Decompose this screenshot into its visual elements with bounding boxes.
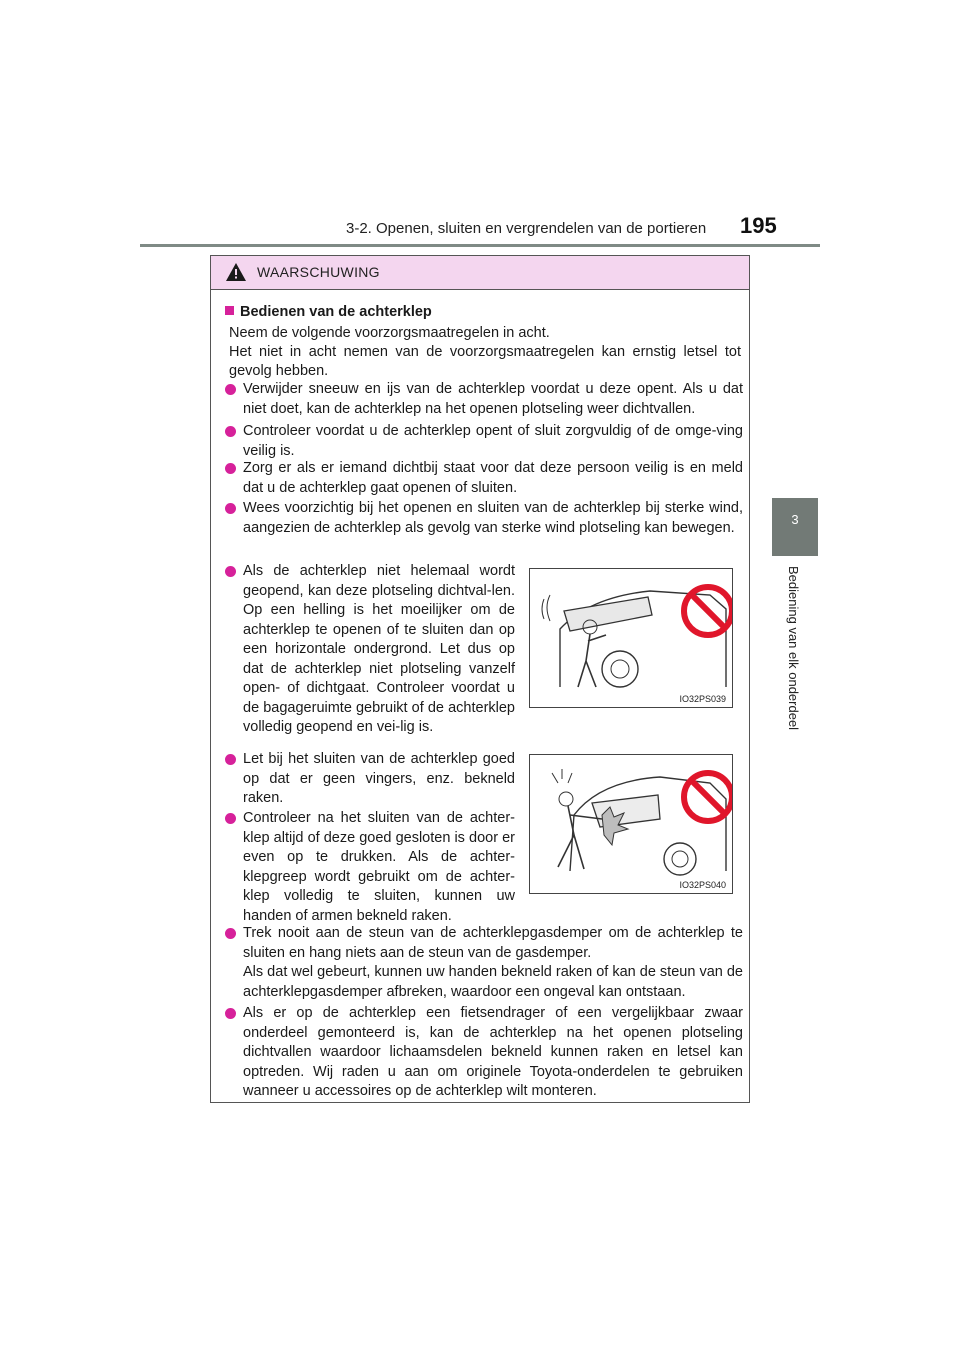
car-tailgate-drawing: [530, 569, 732, 707]
chapter-tab: [772, 498, 818, 556]
chapter-number: 3: [791, 512, 799, 527]
warning-box: [210, 255, 750, 1103]
bullet-dot-icon: [225, 384, 236, 395]
bullet-item: [225, 459, 743, 498]
bullet-text: Verwijder sneeuw en ijs van de achterklep voordat u deze opent. Als u dat niet doet, kan de achterklep na het openen plotseling weer dichtvallen.: [243, 381, 743, 417]
bullet-text: Let bij het sluiten van de achterklep goed op dat er geen vingers, enz. bekneld raken.: [243, 751, 515, 806]
section-heading-text: Bedienen van de achterklep: [240, 304, 432, 320]
illustration-code: IO32PS040: [679, 880, 726, 890]
bullet-dot-icon: [225, 813, 236, 824]
bullet-item: [225, 924, 743, 1002]
warning-triangle-icon: [225, 262, 247, 282]
bullet-dot-icon: [225, 426, 236, 437]
bullet-text: Als de achterklep niet helemaal wordt geopend, kan deze plotseling dichtval-len. Op een helling is het moeilijker om de achterklep te openen of te sluiten dan op een horizontale ondergrond. Let dus op dat de achterklep niet plotseling vanzelf open- of dichtgaat. Controleer voordat u de bagageruimte gebruikt of de achterklep volledig geopend en vei-lig is.: [243, 563, 515, 735]
bullet-text: Wees voorzichtig bij het openen en sluiten van de achterklep bij sterke wind, aangezien de achterklep als gevolg van sterke wind plotseling kan bewegen.: [243, 500, 743, 536]
bullet-dot-icon: [225, 928, 236, 939]
bullet-text: Controleer voordat u de achterklep opent of sluit zorgvuldig of de omge-ving veilig is.: [243, 423, 743, 459]
bullet-text: Als dat wel gebeurt, kunnen uw handen bekneld raken of kan de steun van de achterklepgasdemper afbreken, waardoor een ongeval kan ontstaan.: [243, 964, 743, 1000]
header-rule: [140, 244, 820, 247]
bullet-item: [225, 422, 743, 461]
section-title: 3-2. Openen, sluiten en vergrendelen van de portieren: [346, 220, 707, 237]
bullet-dot-icon: [225, 463, 236, 474]
bullet-dot-icon: [225, 754, 236, 765]
page-number: 195: [740, 213, 777, 238]
bullet-item: [225, 380, 743, 419]
bullet-dot-icon: [225, 503, 236, 514]
illustration-tailgate-falling: [529, 568, 733, 708]
bullet-item: [225, 750, 515, 809]
bullet-text: Trek nooit aan de steun van de achterklepgasdemper om de achterklep te sluiten en hang niets aan de steun van de gasdemper.: [243, 925, 743, 961]
illustration-code: IO32PS039: [679, 694, 726, 704]
warning-header: [211, 256, 749, 290]
square-bullet-icon: [225, 306, 234, 315]
bullet-item: [225, 1004, 743, 1102]
bullet-text: Als er op de achterklep een fietsendrager of een vergelijkbaar zwaar onderdeel gemonteerd is, kan de achterklep na het openen plotseling dichtvallen waardoor lichaamsdelen bekneld kunnen raken en letsel kan optreden. Wij raden u aan om originele Toyota-onderdelen te gebruiken wanneer u accessoires op de achterklep wilt monteren.: [243, 1005, 743, 1099]
bullet-item: [225, 499, 743, 538]
bullet-item: [225, 809, 515, 926]
chapter-title: Bediening van elk onderdeel: [786, 566, 801, 731]
bullet-item: [225, 562, 515, 738]
bullet-text: Controleer na het sluiten van de achter-klep altijd of deze goed gesloten is door er even op te drukken. Als de achter-klepgreep wordt gebruikt om de achter-klep volledig te sluiten, kunnen uw handen of armen bekneld raken.: [243, 810, 515, 924]
section-heading: [225, 304, 432, 320]
warning-title: WAARSCHUWING: [257, 264, 380, 280]
intro-line-2: Het niet in acht nemen van de voorzorgsmaatregelen kan ernstig letsel tot gevolg hebben.: [229, 344, 741, 379]
illustration-tailgate-pinch: [529, 754, 733, 894]
car-closing-drawing: [530, 755, 732, 893]
intro-line-1: Neem de volgende voorzorgsmaatregelen in acht.: [229, 325, 550, 341]
bullet-text: Zorg er als er iemand dichtbij staat voor dat deze persoon veilig is en meld dat u de achterklep gaat openen of sluiten.: [243, 460, 743, 496]
bullet-dot-icon: [225, 566, 236, 577]
bullet-dot-icon: [225, 1008, 236, 1019]
